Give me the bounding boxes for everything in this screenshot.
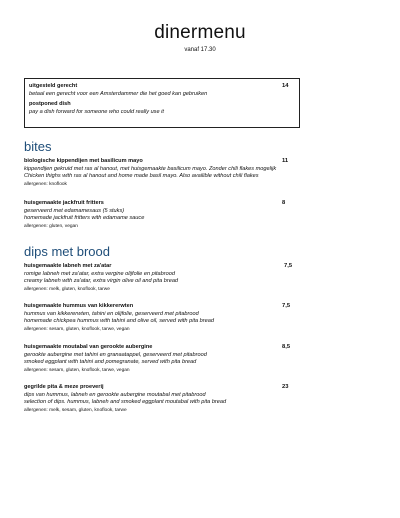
item-desc-en: creamy labneh with za'atar, extra virgin olive oil and pita bread: [24, 278, 179, 285]
item-desc-en: homemade jackfruit fritters with edamame sauce: [24, 215, 145, 222]
menu-subtitle: vanaf 17.30: [184, 47, 216, 53]
item-desc-en: smoked eggplant with tahini and pomegranate, served with pita bread: [24, 359, 197, 366]
item-name: biologische kippendijen met basilicum mayo: [24, 158, 143, 164]
item-name: huisgemaakte hummus van kikkererwten: [24, 303, 134, 309]
item-allergens: allergenen: melk, sesam, gluten, knoflook, tarwe: [24, 407, 127, 413]
item-desc-en: selection of dips. hummus, labneh and smoked eggplant moutabal with pita bread: [24, 399, 227, 406]
menu-title: dinermenu: [154, 22, 246, 43]
postponed-dish-box: [24, 78, 300, 128]
item-desc-nl: kippendijen gekruid met ras al hanout, met huisgemaakte basilicum mayo. Zonder chili flakes mogelijk: [24, 165, 277, 172]
item-desc-nl: gerookte aubergine met tahini en granaatappel, geserveerd met pitabrood: [24, 351, 207, 358]
item-desc-nl: dips van hummus, labneh en gerookte aubergine moutabal met pitabrood: [24, 391, 206, 398]
item-desc-en: homemade chickpea hummus with tahini and olive oil, served with pita bread: [24, 318, 214, 325]
box-item-desc: pay a dish forward for someone who could really use it: [29, 108, 164, 115]
section-title-bites: bites: [24, 139, 52, 154]
item-name: huisgemaakte labneh met za'atar: [24, 263, 112, 269]
menu-item: [24, 384, 324, 414]
item-desc-en: Chicken thighs with ras al hanout and home made basil mayo. Also availible without chili flakes: [24, 173, 259, 180]
menu-item: [24, 158, 324, 188]
menu-item: [24, 344, 324, 374]
item-desc-nl: hummus van kikkererwten, tahini en olijfolie, geserveerd met pitabrood: [24, 310, 199, 317]
item-name: huisgemaakte jackfruit fritters: [24, 200, 104, 206]
item-name: gegrilde pita & meze proeverij: [24, 384, 104, 390]
item-price: 7,5: [282, 303, 291, 309]
box-item-price: 14: [282, 83, 289, 89]
box-item-name: postponed dish: [29, 101, 71, 108]
item-desc-nl: romige labneh met za'atar, extra vergine olijfolie en pitabrood: [24, 270, 175, 277]
item-allergens: allergenen: melk, gluten, knoflook, tarwe: [24, 286, 110, 292]
item-price: 23: [282, 384, 289, 390]
menu-item: [24, 200, 324, 230]
item-allergens: allergenen: sesam, gluten, knoflook, tarwe, vegan: [24, 326, 130, 332]
menu-item: [24, 263, 324, 293]
item-allergens: allergenen: gluten, vegan: [24, 223, 78, 229]
item-allergens: allergenen: sesam, gluten, knoflook, tarwe, vegan: [24, 367, 130, 373]
box-item-name: uitgesteld gerecht: [29, 83, 78, 89]
section-title-dips: dips met brood: [24, 244, 110, 259]
item-desc-nl: geserveerd met edamamesaus (5 stuks): [24, 207, 125, 214]
menu-item: [24, 303, 324, 333]
item-price: 8: [282, 200, 286, 206]
item-price: 11: [282, 158, 289, 164]
item-price: 7,5: [284, 263, 293, 269]
box-item-desc: betaal een gerecht voor een Amsterdammer die het goed kan gebruiken: [29, 90, 208, 97]
item-name: huisgemaakte moutabal van gerookte aubergine: [24, 344, 153, 350]
item-allergens: allergenen: knoflook: [24, 181, 67, 187]
item-price: 8,5: [282, 344, 291, 350]
